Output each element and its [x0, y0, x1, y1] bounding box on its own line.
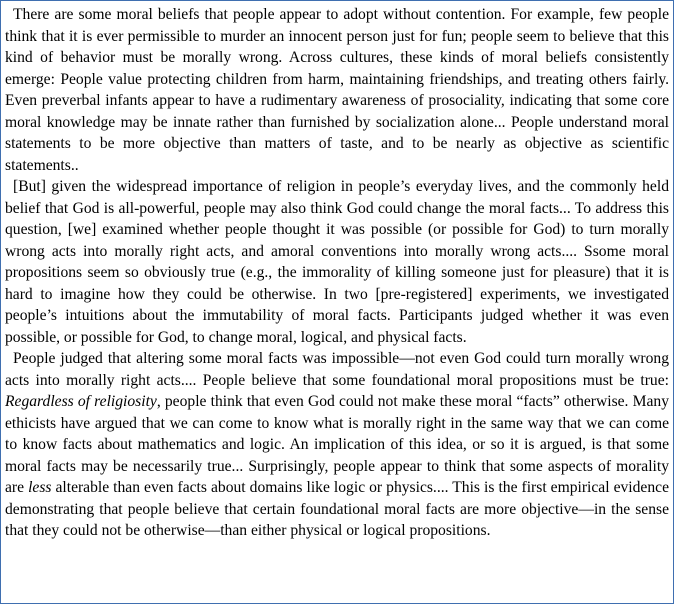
paragraph-3-italic-less: less: [28, 479, 52, 496]
paragraph-3: [5, 348, 669, 542]
paragraph-2: [5, 176, 669, 348]
paragraph-2-text: [But] given the widespread importance of religion in people’s everyday lives, and the commonly held belief that God is all-powerful, people may also think God could change the moral facts... To address this question, [we] examined whether people thought it was possible (or possible for God) to turn morally wrong acts into morally right acts, and amoral conventions into morally wrong acts.... Ssome moral propositions seem so obviously true (e.g., the immorality of killing someone just for pleasure) that it is hard to imagine how they could be otherwise. In two [pre-registered] experiments, we investigated people’s intuitions about the immutability of moral facts. Participants judged whether it was even possible, or possible for God, to change moral, logical, and physical facts.: [5, 178, 669, 346]
paragraph-3-text-b: , people think that even God could not make these moral “facts” otherwise. Many ethicists have argued that we can come to know what is morally right in the same way that we can come to know facts about mathematics and logic. An implication of this idea, or so it is argued, is that some moral facts may be necessarily true... Surprisingly, people appear to think that some aspects of morality are: [5, 393, 669, 496]
excerpt-text-block: [5, 4, 669, 542]
paragraph-3-text-c: alterable than even facts about domains like logic or physics.... This is the first empirical evidence demonstrating that people believe that certain foundational moral facts are more objective—in the sense that they could not be otherwise—than either physical or logical propositions.: [5, 479, 669, 539]
paragraph-1: [5, 4, 669, 176]
paragraph-1-text: There are some moral beliefs that people appear to adopt without contention. For example, few people think that it is ever permissible to murder an innocent person just for fun; people seem to believe that this kind of behavior must be morally wrong. Across cultures, these kinds of moral beliefs consistently emerge: People value protecting children from harm, maintaining friendships, and treating others fairly. Even preverbal infants appear to have a rudimentary awareness of prosociality, indicating that some core moral knowledge may be innate rather than furnished by socialization alone... People understand moral statements to be more objective than matters of taste, and to be nearly as objective as scientific statements..: [5, 6, 669, 174]
paragraph-3-italic-religiosity: Regardless of religiosity: [5, 393, 157, 410]
paragraph-3-text-a: People judged that altering some moral facts was impossible—not even God could turn morally wrong acts into morally right acts.... People believe that some foundational moral propositions must be true:: [5, 350, 669, 389]
